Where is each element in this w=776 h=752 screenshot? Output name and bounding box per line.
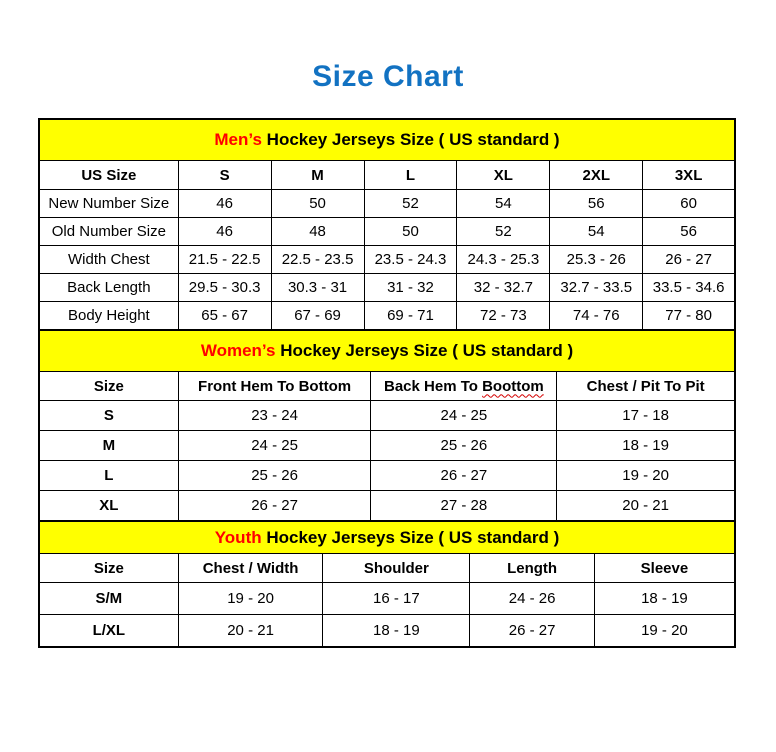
value-cell: 56 — [643, 218, 735, 246]
table-row — [39, 615, 735, 648]
row-label: L — [39, 461, 178, 491]
value-cell: 24 - 26 — [470, 583, 595, 615]
column-header: Size — [39, 372, 178, 401]
value-cell: 27 - 28 — [371, 491, 557, 522]
value-cell: 60 — [643, 190, 735, 218]
value-cell: 52 — [457, 218, 550, 246]
value-cell: 69 - 71 — [364, 302, 457, 331]
value-cell: 52 — [364, 190, 457, 218]
row-label: New Number Size — [39, 190, 178, 218]
mens-title-rest: Hockey Jerseys Size ( US standard ) — [266, 130, 560, 149]
value-cell: 67 - 69 — [271, 302, 364, 331]
womens-size-table — [38, 329, 736, 522]
value-cell: 16 - 17 — [323, 583, 470, 615]
value-cell: 18 - 19 — [323, 615, 470, 648]
womens-title-rest: Hockey Jerseys Size ( US standard ) — [280, 341, 574, 360]
value-cell: 22.5 - 23.5 — [271, 246, 364, 274]
table-row — [39, 401, 735, 431]
value-cell: 26 - 27 — [643, 246, 735, 274]
column-header: 3XL — [643, 161, 735, 190]
youth-title-rest: Hockey Jerseys Size ( US standard ) — [266, 527, 560, 547]
value-cell: 20 - 21 — [178, 615, 323, 648]
value-cell: 31 - 32 — [364, 274, 457, 302]
womens-section-title — [39, 330, 735, 372]
youth-size-table — [38, 520, 736, 648]
table-row — [39, 431, 735, 461]
value-cell: 32.7 - 33.5 — [550, 274, 643, 302]
mens-title-highlight: Men’s — [214, 130, 262, 149]
womens-header-row — [39, 372, 735, 401]
table-row — [39, 491, 735, 522]
value-cell: 23.5 - 24.3 — [364, 246, 457, 274]
column-header: Back Hem To Boottom — [371, 372, 557, 401]
column-header: Length — [470, 554, 595, 583]
value-cell: 33.5 - 34.6 — [643, 274, 735, 302]
row-label: M — [39, 431, 178, 461]
misspelled-word: Boottom — [482, 377, 544, 395]
value-cell: 26 - 27 — [371, 461, 557, 491]
value-cell: 46 — [178, 190, 271, 218]
value-cell: 25 - 26 — [371, 431, 557, 461]
mens-section-title — [39, 119, 735, 161]
table-row — [39, 302, 735, 331]
mens-header-row — [39, 161, 735, 190]
column-header: Sleeve — [594, 554, 735, 583]
value-cell: 50 — [271, 190, 364, 218]
mens-size-table — [38, 118, 736, 331]
womens-title-highlight: Women’s — [200, 341, 276, 360]
value-cell: 24.3 - 25.3 — [457, 246, 550, 274]
value-cell: 23 - 24 — [178, 401, 371, 431]
youth-header-row — [39, 554, 735, 583]
value-cell: 54 — [550, 218, 643, 246]
page-title: Size Chart — [312, 60, 464, 93]
youth-section-title — [39, 521, 735, 554]
column-header: L — [364, 161, 457, 190]
row-label: Back Length — [39, 274, 178, 302]
value-cell: 48 — [271, 218, 364, 246]
row-label: S — [39, 401, 178, 431]
value-cell: 32 - 32.7 — [457, 274, 550, 302]
column-header: Size — [39, 554, 178, 583]
column-header: 2XL — [550, 161, 643, 190]
table-row — [39, 190, 735, 218]
value-cell: 25.3 - 26 — [550, 246, 643, 274]
column-header: Shoulder — [323, 554, 470, 583]
value-cell: 30.3 - 31 — [271, 274, 364, 302]
column-header: M — [271, 161, 364, 190]
value-cell: 26 - 27 — [178, 491, 371, 522]
table-row — [39, 583, 735, 615]
value-cell: 29.5 - 30.3 — [178, 274, 271, 302]
table-row — [39, 461, 735, 491]
column-header: XL — [457, 161, 550, 190]
table-row — [39, 274, 735, 302]
row-label: XL — [39, 491, 178, 522]
column-header: Front Hem To Bottom — [178, 372, 371, 401]
row-label: L/XL — [39, 615, 178, 648]
row-label: S/M — [39, 583, 178, 615]
column-header: Chest / Pit To Pit — [557, 372, 735, 401]
size-chart-container — [38, 118, 736, 648]
value-cell: 19 - 20 — [178, 583, 323, 615]
value-cell: 46 — [178, 218, 271, 246]
value-cell: 17 - 18 — [557, 401, 735, 431]
mens-section-band — [39, 119, 735, 161]
youth-section-band — [39, 521, 735, 554]
value-cell: 74 - 76 — [550, 302, 643, 331]
value-cell: 18 - 19 — [594, 583, 735, 615]
row-label: Old Number Size — [39, 218, 178, 246]
value-cell: 26 - 27 — [470, 615, 595, 648]
value-cell: 54 — [457, 190, 550, 218]
table-row — [39, 246, 735, 274]
value-cell: 19 - 20 — [557, 461, 735, 491]
value-cell: 65 - 67 — [178, 302, 271, 331]
value-cell: 24 - 25 — [371, 401, 557, 431]
column-header: Chest / Width — [178, 554, 323, 583]
womens-section-band — [39, 330, 735, 372]
value-cell: 18 - 19 — [557, 431, 735, 461]
value-cell: 77 - 80 — [643, 302, 735, 331]
value-cell: 20 - 21 — [557, 491, 735, 522]
value-cell: 72 - 73 — [457, 302, 550, 331]
value-cell: 21.5 - 22.5 — [178, 246, 271, 274]
row-label: Width Chest — [39, 246, 178, 274]
column-header: US Size — [39, 161, 178, 190]
value-cell: 24 - 25 — [178, 431, 371, 461]
value-cell: 25 - 26 — [178, 461, 371, 491]
youth-title-highlight: Youth — [214, 527, 262, 547]
value-cell: 50 — [364, 218, 457, 246]
value-cell: 19 - 20 — [594, 615, 735, 648]
value-cell: 56 — [550, 190, 643, 218]
table-row — [39, 218, 735, 246]
row-label: Body Height — [39, 302, 178, 331]
column-header: S — [178, 161, 271, 190]
